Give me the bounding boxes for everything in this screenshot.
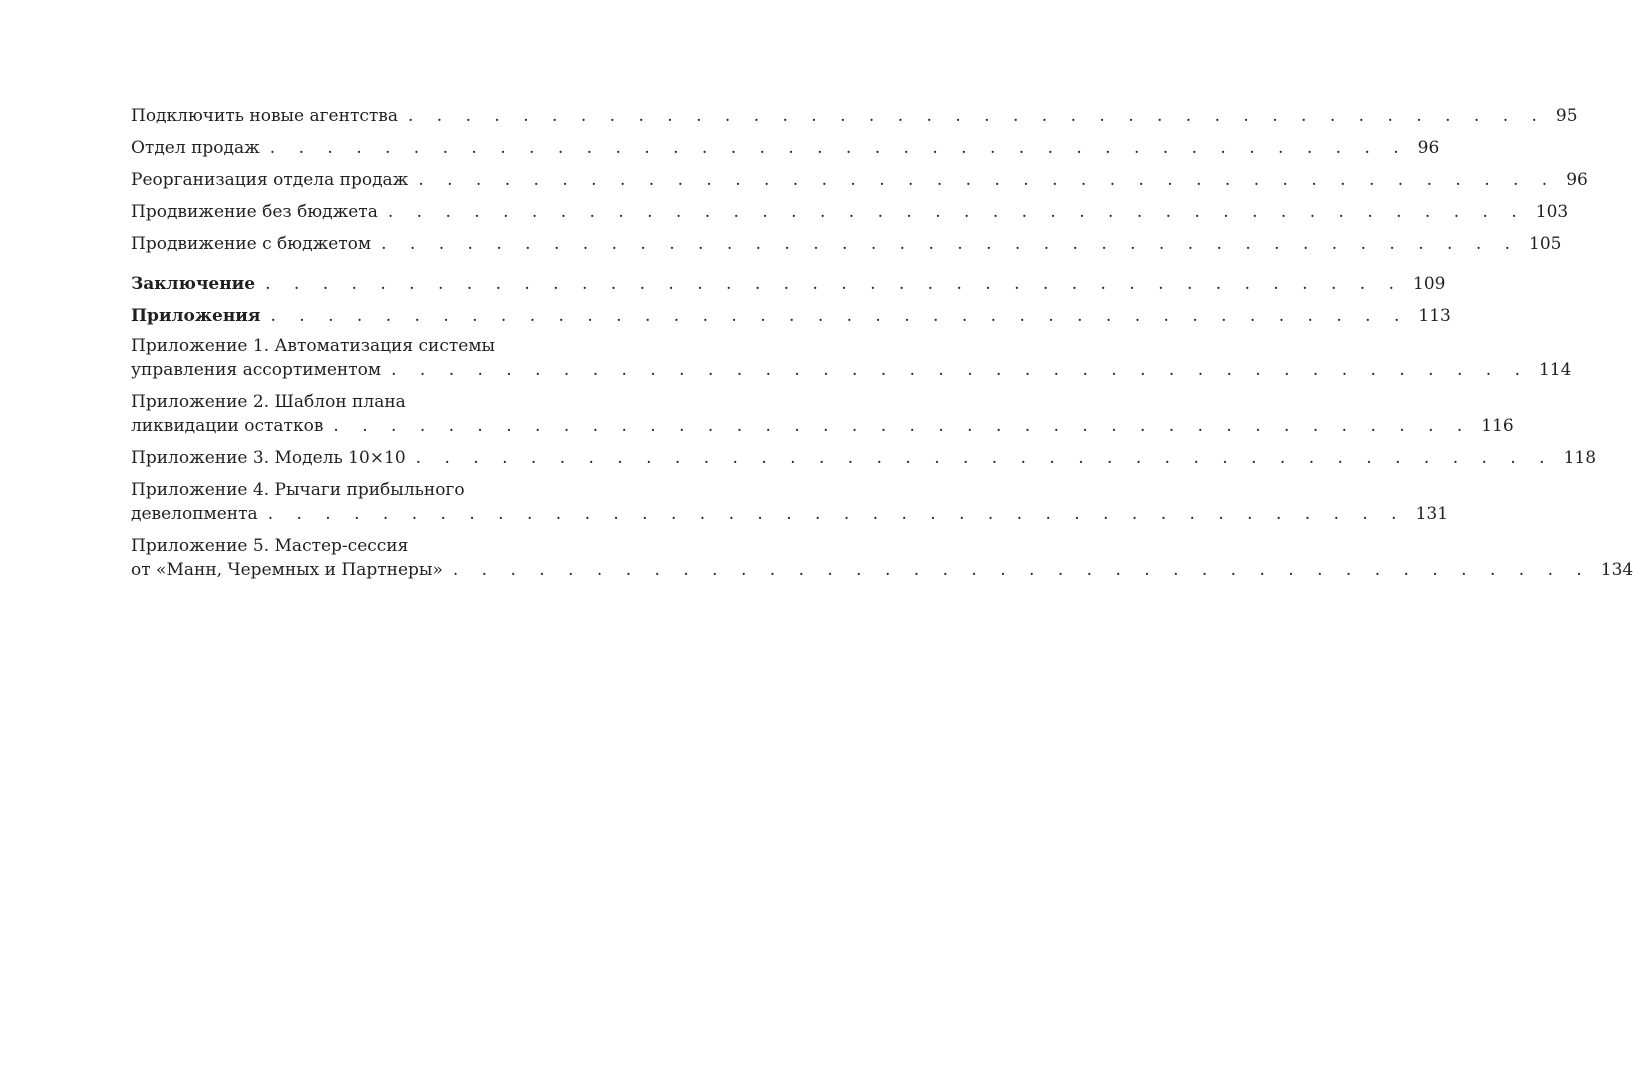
- toc-entry-title-line1: Приложение 5. Мастер-сессия: [131, 536, 409, 556]
- toc-entry-title: управления ассортиментом: [131, 360, 382, 380]
- toc-entry-page: 116: [1481, 416, 1514, 436]
- toc-entry-title: Продвижение с бюджетом: [131, 234, 372, 254]
- toc-entry: [131, 478, 1449, 526]
- toc-entry: [131, 446, 1597, 470]
- toc-entry-page: 96: [1417, 138, 1440, 158]
- toc-entry-page: 118: [1563, 448, 1597, 468]
- toc-entry-title: от «Манн, Черемных и Партнеры»: [131, 560, 443, 580]
- toc-entry-page: 113: [1418, 306, 1451, 326]
- toc-entry: [131, 168, 1588, 192]
- dot-leader: . . . . . . . . . . . . . . . . . . . . . . . . . . . . . . . . . . . . . . . .: [333, 416, 1472, 436]
- toc-entry-page: 96: [1566, 170, 1588, 190]
- dot-leader: . . . . . . . . . . . . . . . . . . . . . . . . . . . . . . . . . . . . . . . .: [381, 234, 1520, 254]
- toc-entry-title: Заключение: [131, 274, 256, 294]
- dot-leader: . . . . . . . . . . . . . . . . . . . . . . . . . . . . . . . . . . . . . . . .: [387, 202, 1526, 222]
- dot-leader: . . . . . . . . . . . . . . . . . . . . . . . . . . . . . . . . . . . . . . . .: [418, 170, 1557, 190]
- toc-entry-page: 134: [1600, 560, 1633, 580]
- dot-leader: . . . . . . . . . . . . . . . . . . . . . . . . . . . . . . . . . . . . . . . .: [269, 138, 1408, 158]
- toc-entry-page: 103: [1535, 202, 1569, 222]
- dot-leader: . . . . . . . . . . . . . . . . . . . . . . . . . . . . . . . . . . . . . . . .: [408, 106, 1546, 126]
- toc-entry-page: 105: [1529, 234, 1562, 254]
- dot-leader: . . . . . . . . . . . . . . . . . . . . . . . . . . . . . . . . . . . . . . . .: [265, 274, 1404, 294]
- toc-entry-page: 114: [1538, 360, 1572, 380]
- toc-entry-page: 109: [1413, 274, 1446, 294]
- toc-entry-title-line1: Приложение 2. Шаблон плана: [131, 392, 406, 412]
- dot-leader: . . . . . . . . . . . . . . . . . . . . . . . . . . . . . . . . . . . . . . . .: [391, 360, 1529, 380]
- toc-entry-title-line1: Приложение 4. Рычаги прибыльного: [131, 480, 465, 500]
- toc-entry: [131, 232, 1562, 256]
- toc-entry-appendices: [131, 304, 1451, 328]
- toc-entry-title: Продвижение без бюджета: [131, 202, 378, 222]
- toc-entry-title-line1: Приложение 1. Автоматизация системы: [131, 336, 496, 356]
- dot-leader: . . . . . . . . . . . . . . . . . . . . . . . . . . . . . . . . . . . . . . . .: [452, 560, 1591, 580]
- toc-entry-conclusion: [131, 272, 1446, 296]
- toc-entry: [131, 200, 1569, 224]
- toc-entry-title: Подключить новые агентства: [131, 106, 398, 126]
- table-of-contents: [131, 104, 1633, 590]
- toc-entry-title: Реорганизация отдела продаж: [131, 170, 409, 190]
- toc-entry-page: 95: [1555, 106, 1578, 126]
- toc-entry-title: Приложение 3. Модель 10×10: [131, 448, 406, 468]
- toc-entry: [131, 334, 1572, 382]
- toc-entry-title: ликвидации остатков: [131, 416, 324, 436]
- toc-entry: [131, 136, 1440, 160]
- toc-entry-title: Приложения: [131, 306, 261, 326]
- dot-leader: . . . . . . . . . . . . . . . . . . . . . . . . . . . . . . . . . . . . . . . .: [270, 306, 1409, 326]
- dot-leader: . . . . . . . . . . . . . . . . . . . . . . . . . . . . . . . . . . . . . . . .: [267, 504, 1406, 524]
- toc-entry: [131, 390, 1514, 438]
- toc-entry: [131, 534, 1633, 582]
- toc-entry-title: Отдел продаж: [131, 138, 260, 158]
- toc-entry: [131, 104, 1578, 128]
- toc-entry-page: 131: [1415, 504, 1449, 524]
- dot-leader: . . . . . . . . . . . . . . . . . . . . . . . . . . . . . . . . . . . . . . . .: [415, 448, 1554, 468]
- toc-entry-title: девелопмента: [131, 504, 258, 524]
